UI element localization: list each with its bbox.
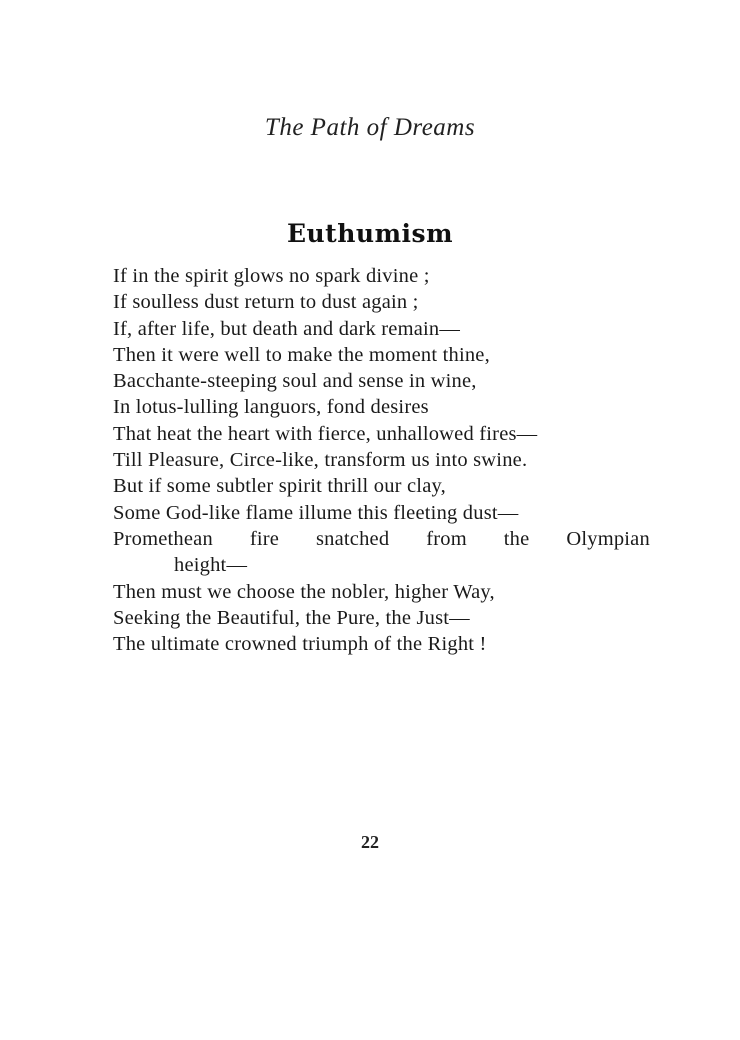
poem-word: Olympian — [566, 527, 650, 550]
page-number: 22 — [361, 832, 379, 852]
poem-word: fire — [249, 527, 280, 550]
poem-body — [113, 263, 653, 657]
poem-line: Bacchante-steeping soul and sense in wine, — [113, 370, 477, 393]
poem-line-justified — [113, 526, 650, 552]
poem-line: If in the spirit glows no spark divine ; — [113, 265, 430, 287]
poem-line: If soulless dust return to dust again ; — [113, 291, 419, 314]
poem-word: snatched — [315, 527, 390, 550]
poem-line: Then it were well to make the moment thine, — [113, 343, 490, 366]
poem-line: Till Pleasure, Circe-like, transform us into swine. — [113, 449, 528, 472]
poem-line: In lotus-lulling languors, fond desires — [113, 396, 429, 419]
poem-line: Some God-like flame illume this fleeting dust— — [113, 501, 519, 524]
poem-word: Promethean — [113, 527, 213, 550]
poem-line: The ultimate crowned triumph of the Right ! — [113, 633, 487, 656]
poem-line: Then must we choose the nobler, higher Way, — [113, 580, 495, 603]
poem-title: Euthumism — [286, 219, 454, 248]
running-head: The Path of Dreams — [264, 114, 476, 141]
poem-line: Seeking the Beautiful, the Pure, the Just— — [113, 606, 470, 629]
poem-line: That heat the heart with fierce, unhallowed fires— — [113, 422, 538, 445]
poem-word: the — [503, 527, 530, 550]
poem-line: If, after life, but death and dark remain— — [113, 317, 461, 340]
poem-line: But if some subtler spirit thrill our clay, — [113, 475, 446, 498]
poem-word: from — [426, 527, 467, 550]
poem-line-continuation: height— — [174, 554, 248, 577]
